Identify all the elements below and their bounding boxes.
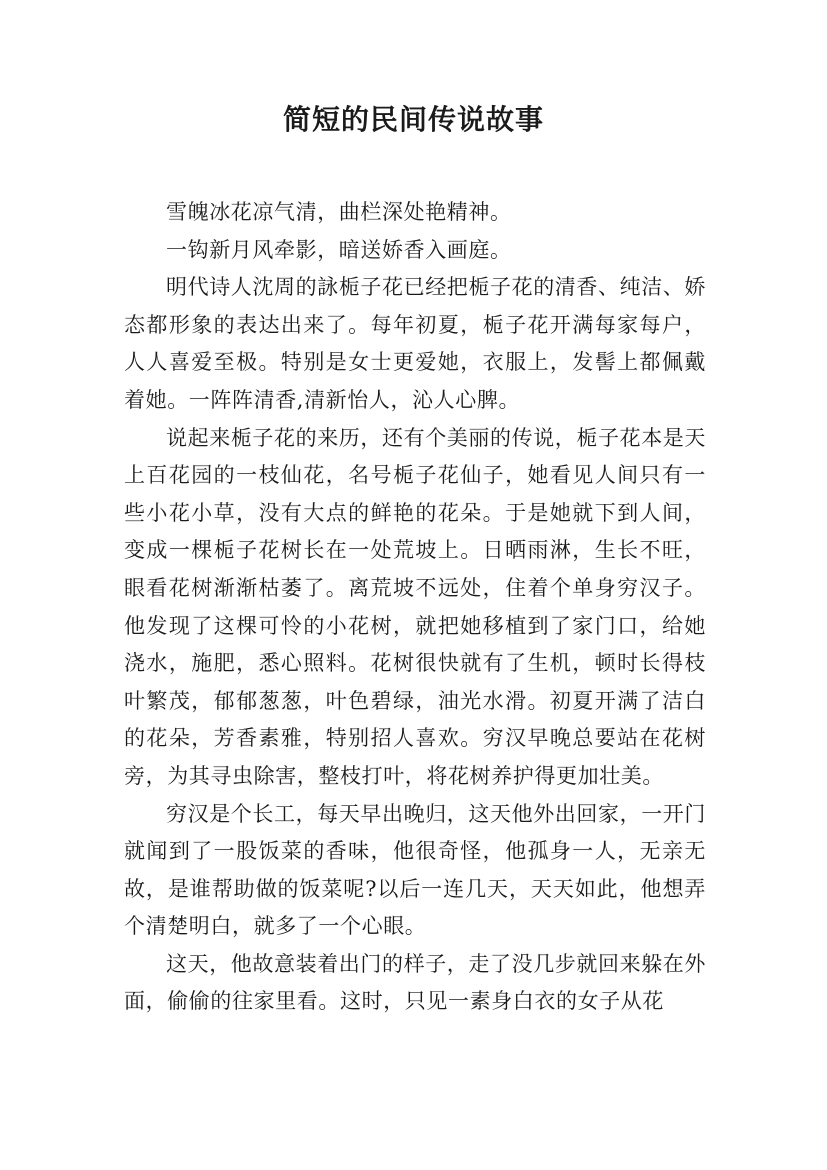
paragraph-5: 穷汉是个长工，每天早出晚归，这天他外出回家，一开门就闻到了一股饭菜的香味，他很奇怪，他孤身一人，无亲无故，是谁帮助做的饭菜呢?以后一连几天，天天如此，他想弄个清楚明白，就多了一个心眼。 <box>124 801 706 939</box>
paragraph-4: 说起来栀子花的来历，还有个美丽的传说，栀子花本是天上百花园的一枝仙花，名号栀子花仙子，她看见人间只有一些小花小草，没有大点的鲜艳的花朵。于是她就下到人间，变成一棵栀子花树长在一处荒坡上。日晒雨淋，生长不旺，眼看花树渐渐枯萎了。离荒坡不远处，住着个单身穷汉子。他发现了这棵可怜的小花树，就把她移植到了家门口，给她浇水，施肥，悉心照料。花树很快就有了生机，顿时长得枝叶繁茂，郁郁葱葱，叶色碧绿，油光水滑。初夏开满了洁白的花朵，芳香素雅，特别招人喜欢。穷汉早晚总要站在花树旁，为其寻虫除害，整枝打叶，将花树养护得更加壮美。 <box>124 425 706 788</box>
document-body <box>124 194 706 1021</box>
paragraph-6: 这天，他故意装着出门的样子，走了没几步就回来躲在外面，偷偷的往家里看。这时，只见一素身白衣的女子从花 <box>124 951 706 1014</box>
paragraph-2: 一钩新月风牵影，暗送娇香入画庭。 <box>166 237 512 262</box>
paragraph-1: 雪魄冰花凉气清，曲栏深处艳精神。 <box>166 200 512 224</box>
document-title: 简短的民间传说故事 <box>282 103 544 136</box>
paragraph-3: 明代诗人沈周的詠栀子花已经把栀子花的清香、纯洁、娇态都形象的表达出来了。每年初夏，栀子花开满每家每户，人人喜爱至极。特别是女士更爱她，衣服上，发髻上都佩戴着她。一阵阵清香,清新怡人，沁人心脾。 <box>124 275 706 412</box>
